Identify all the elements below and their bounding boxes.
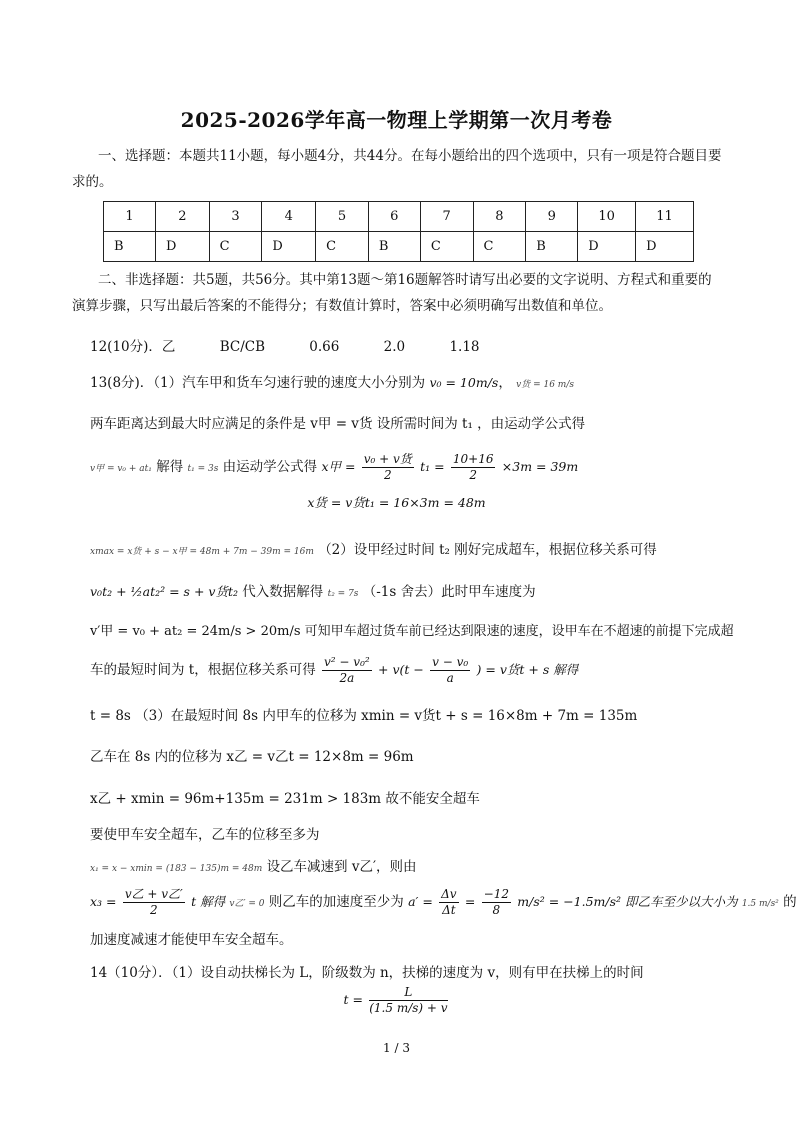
text: 由运动学公式得: [222, 459, 318, 475]
answer-value: B: [104, 232, 156, 262]
fraction-denominator: 2: [149, 903, 158, 917]
page-number: 1 / 3: [383, 1041, 410, 1055]
q13-line-4: x货 = v货t₁ = 16×3m = 48m: [307, 495, 486, 510]
q12-answer-1: BC/CB: [219, 339, 265, 355]
fraction-denominator: (1.5 m/s) + v: [369, 1001, 448, 1015]
answer-value: D: [262, 232, 316, 262]
q13-line-9: t = 8s （3）在最短时间 8s 内甲车的位移为 xmin = v货t + s = 16×8m + 7m = 135m: [90, 708, 638, 724]
equation: t 解得: [191, 894, 226, 909]
fraction: [369, 985, 447, 1016]
equation: x₃ =: [90, 894, 117, 909]
q13-intro: 13(8分)．（1）汽车甲和货车匀速行驶的速度大小分别为: [90, 375, 426, 391]
equation: + v(t −: [378, 662, 424, 677]
q13-line-5: [90, 538, 657, 558]
section-one-instructions: 一、选择题：本题共11小题，每小题4分，共44分。在每小题给出的四个选项中，只有一项是符合题目要求的。: [72, 148, 722, 190]
q13-line-6: [90, 580, 536, 600]
q13-line-2: 两车距离达到最大时应满足的条件是 v甲 = v货 设所需时间为 t₁ ，由运动学公式得: [90, 416, 586, 432]
fraction-numerator: 10+16: [452, 452, 494, 466]
fraction-numerator: v − v₀: [432, 655, 469, 669]
fraction-numerator: v² − v₀²: [324, 655, 370, 669]
fraction-numerator: L: [369, 985, 447, 1001]
fraction-denominator: 8: [492, 903, 501, 917]
fraction: [322, 655, 372, 686]
q12-answer-2: 0.66: [309, 339, 340, 355]
question-number: 7: [420, 202, 473, 232]
equation: xmax = x货 + s − x甲 = 48m + 7m − 39m = 16m: [90, 547, 314, 557]
question-number: 8: [473, 202, 526, 232]
equation: t =: [343, 992, 363, 1007]
answer-value: D: [155, 232, 209, 262]
question-number: 10: [578, 202, 636, 232]
text: 车的最短时间为 t，根据位移关系可得: [90, 662, 316, 678]
fraction-denominator: 2: [469, 468, 477, 482]
answer-value: B: [526, 232, 578, 262]
fraction: [430, 655, 470, 686]
equation: m/s² = −1.5m/s² 即乙车至少以大小为: [517, 894, 738, 909]
q13-line-3: [90, 452, 578, 483]
fraction: [451, 452, 496, 483]
answer-value: C: [209, 232, 262, 262]
equation: 1.5 m/s²: [741, 899, 779, 909]
answer-table-numbers: [104, 202, 694, 232]
equation: a′ =: [408, 894, 433, 909]
q12-answer-3: 2.0: [383, 339, 406, 355]
answer-value: C: [473, 232, 526, 262]
q13-line-14: [90, 887, 797, 918]
answer-value: B: [368, 232, 420, 262]
equation: x甲 =: [321, 459, 356, 474]
q13-line-15: 加速度减速才能使甲车安全超车。: [90, 932, 293, 948]
answer-value: C: [420, 232, 473, 262]
q12-answer-line: [90, 335, 480, 355]
equation: ) = v货t + s 解得: [476, 662, 579, 677]
text: （-1s 舍去）此时甲车速度为: [362, 584, 536, 600]
answer-value: D: [636, 232, 694, 262]
fraction-numerator: v乙 + v乙′: [124, 887, 183, 901]
question-number: 1: [104, 202, 156, 232]
fraction: [439, 887, 458, 918]
equation: v甲 = v₀ + at₁: [90, 464, 152, 474]
q13-line-13: [90, 855, 417, 875]
q12-answer-4: 1.18: [449, 339, 480, 355]
equation: v₀ = 10m/s: [429, 375, 499, 390]
fraction: [123, 887, 185, 918]
text: （2）设甲经过时间 t₂ 刚好完成超车，根据位移关系可得: [318, 542, 657, 558]
question-number: 6: [368, 202, 420, 232]
equation: v货 = 16 m/s: [516, 380, 574, 390]
fraction: [482, 887, 511, 918]
equation: ×3m = 39m: [501, 459, 579, 474]
text: 的: [783, 894, 797, 910]
text: 则乙车的加速度至少为: [268, 894, 404, 910]
answer-table-values: [104, 232, 694, 262]
q13-line-12: 要使甲车安全超车，乙车的位移至多为: [90, 827, 320, 843]
equation: x₁ = x − xmin = (183 − 135)m = 48m: [90, 864, 263, 874]
fraction-denominator: 2a: [339, 671, 355, 685]
fraction-numerator: −12: [483, 887, 509, 901]
equation: v乙′ = 0: [229, 899, 265, 909]
equation: t₁ =: [420, 459, 445, 474]
question-number: 5: [316, 202, 369, 232]
fraction-denominator: a: [446, 671, 454, 685]
section-two-instructions: 二、非选择题：共5题，共56分。其中第13题～第16题解答时请写出必要的文字说明、方程式和重要的演算步骤，只写出最后答案的不能得分；有数值计算时，答案中必须明确写出数值和单位。: [72, 272, 712, 314]
q13-line-8: [90, 655, 578, 686]
equation: t₁ = 3s: [187, 464, 219, 474]
q13-line-10: 乙车在 8s 内的位移为 x乙 = v乙t = 12×8m = 96m: [90, 749, 414, 765]
question-number: 4: [262, 202, 316, 232]
question-number: 2: [155, 202, 209, 232]
q13-line-1: 13(8分)．（1）汽车甲和货车匀速行驶的速度大小分别为 v₀ = 10m/s， v货 = 16 m/s: [90, 375, 574, 391]
fraction-numerator: Δv: [441, 887, 457, 901]
fraction-denominator: Δt: [442, 903, 456, 917]
equation: t₂ = 7s: [327, 589, 359, 599]
answer-value: C: [316, 232, 369, 262]
question-number: 3: [209, 202, 262, 232]
exam-title: 2025-2026学年高一物理上学期第一次月考卷: [180, 108, 613, 132]
text: 代入数据解得: [242, 584, 324, 600]
fraction-denominator: 2: [383, 468, 392, 482]
q14-line-1: 14（10分）．（1）设自动扶梯长为 L，阶级数为 n，扶梯的速度为 v，则有甲在扶梯上的时间: [90, 965, 644, 981]
question-number: 9: [526, 202, 578, 232]
question-number: 11: [636, 202, 694, 232]
q13-line-11: x乙 + xmin = 96m+135m = 231m > 183m 故不能安全超车: [90, 791, 480, 807]
equation: v₀t₂ + ½at₂² = s + v货t₂: [90, 584, 238, 599]
q13-line-7: v′甲 = v₀ + at₂ = 24m/s > 20m/s 可知甲车超过货车前已经达到限速的速度，设甲车在不超速的前提下完成超: [90, 624, 734, 639]
text: 解得: [156, 459, 184, 475]
fraction: [362, 452, 414, 483]
answer-value: D: [578, 232, 636, 262]
q14-equation: [0, 985, 793, 1016]
q12-label: 12(10分)．乙: [90, 339, 176, 355]
equation: =: [464, 894, 476, 909]
answer-table: [103, 201, 694, 262]
text: 设乙车减速到 v乙′，则由: [266, 859, 417, 875]
fraction-numerator: v₀ + v货: [363, 452, 412, 466]
